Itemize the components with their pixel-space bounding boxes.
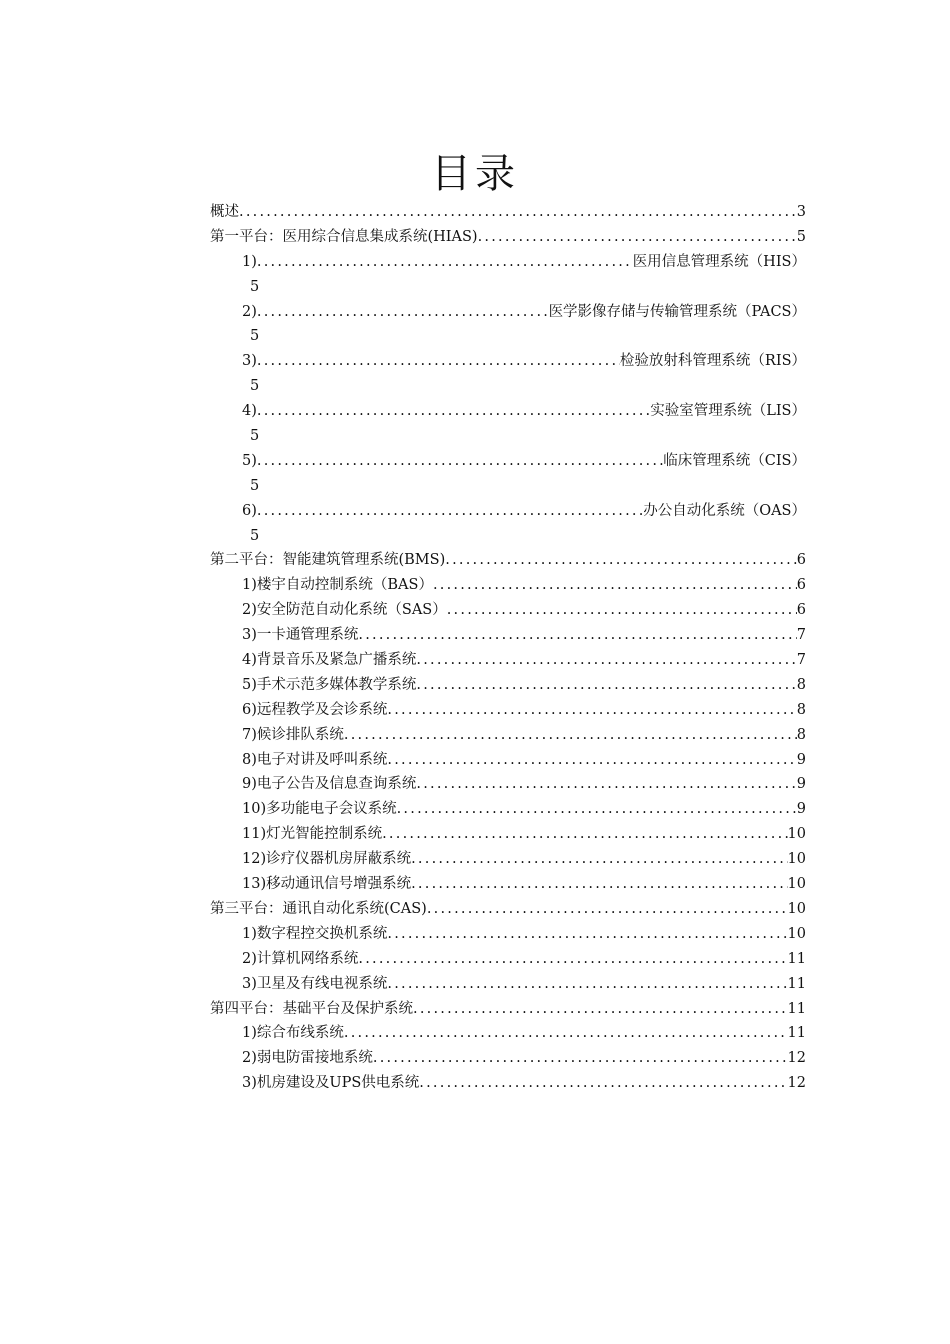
toc-entry[interactable] [210,548,806,573]
toc-entry-label: 第一平台：医用综合信息集成系统(HIAS) [210,228,478,245]
toc-page-number: 6 [796,577,806,594]
toc-leader-dots [257,300,549,325]
toc-leader-dots [445,548,797,573]
toc-entry-line [242,250,806,275]
toc-leader-dots [257,250,633,275]
toc-entry[interactable] [210,748,806,773]
toc-entry-label: 实验室管理系统（LIS） [650,403,806,420]
toc-entry[interactable] [210,772,806,797]
toc-page-number: 7 [796,652,806,669]
toc-page-number: 5 [250,278,260,295]
toc-entry-line [242,499,806,524]
toc-entry[interactable] [210,723,806,748]
toc-entry-label: 医学影像存储与传输管理系统（PACS） [548,303,806,320]
toc-entry-label: 3)机房建设及UPS供电系统 [242,1075,420,1092]
toc-entry-label: 办公自动化系统（OAS） [643,502,806,519]
toc-entry[interactable] [210,225,806,250]
toc-page-number: 10 [787,851,806,868]
toc-entry-label: 1)数字程控交换机系统 [242,925,388,942]
toc-entry-label: 4)背景音乐及紧急广播系统 [242,652,417,669]
toc-page-number: 12 [787,1075,806,1092]
toc-entry-label: 3)卫星及有线电视系统 [242,975,388,992]
toc-page-number: 9 [796,776,806,793]
toc-entry-number: 1) [242,253,257,270]
toc-leader-dots [416,673,796,698]
toc-page-number: 11 [787,1000,806,1017]
toc-leader-dots [373,1046,788,1071]
toc-page-number: 6 [796,552,806,569]
toc-entry-number: 4) [242,403,257,420]
toc-leader-dots [239,200,797,225]
toc-entry[interactable] [210,822,806,847]
toc-page-number: 6 [796,602,806,619]
toc-entry-label: 第二平台：智能建筑管理系统(BMS) [210,552,446,569]
toc-page-number: 8 [796,701,806,718]
toc-leader-dots [257,399,650,424]
toc-entry-label: 1)综合布线系统 [242,1025,344,1042]
toc-entry-label: 7)候诊排队系统 [242,726,344,743]
toc-entry[interactable] [210,1021,806,1046]
toc-entry-label: 9)电子公告及信息查询系统 [242,776,417,793]
toc-entry-label: 3)一卡通管理系统 [242,627,359,644]
toc-leader-dots [411,847,787,872]
toc-leader-dots [411,872,787,897]
toc-page-number: 12 [787,1050,806,1067]
toc-leader-dots [478,225,797,250]
toc-leader-dots [257,349,620,374]
toc-leader-dots [257,499,643,524]
toc-leader-dots [358,623,796,648]
toc-entry[interactable] [210,947,806,972]
toc-leader-dots [257,449,663,474]
toc-entry[interactable] [210,349,806,399]
toc-entry[interactable] [210,300,806,350]
toc-page-number: 9 [796,801,806,818]
toc-leader-dots [358,947,787,972]
toc-leader-dots [427,897,788,922]
toc-leader-dots [344,723,797,748]
toc-entry-label: 第四平台：基础平台及保护系统 [210,1000,413,1017]
toc-entry[interactable] [210,623,806,648]
toc-entry-line [242,399,806,424]
toc-leader-dots [344,1021,788,1046]
toc-leader-dots [416,648,796,673]
toc-entry-label: 6)远程教学及会诊系统 [242,701,388,718]
toc-entry-number: 6) [242,502,257,519]
toc-entry-label: 概述 [210,204,239,220]
toc-entry[interactable] [210,698,806,723]
toc-entry[interactable] [210,673,806,698]
toc-entry[interactable] [210,499,806,549]
toc-leader-dots [387,698,796,723]
toc-entry[interactable] [210,922,806,947]
toc-entry[interactable] [210,972,806,997]
toc-entry-label: 13)移动通讯信号增强系统 [242,876,412,893]
toc-page-number: 3 [796,204,806,220]
toc-entry[interactable] [210,200,806,225]
toc-entry[interactable] [210,399,806,449]
toc-leader-dots [397,797,797,822]
toc-entry-label: 12)诊疗仪器机房屏蔽系统 [242,851,412,868]
toc-entry[interactable] [210,598,806,623]
toc-leader-dots [382,822,787,847]
toc-leader-dots [387,748,796,773]
toc-page-number: 5 [250,477,260,494]
toc-entry-number: 3) [242,353,257,370]
toc-entry[interactable] [210,797,806,822]
toc-entry-line [242,449,806,474]
table-of-contents [210,200,806,1096]
toc-entry[interactable] [210,872,806,897]
toc-entry-label: 10)多功能电子会议系统 [242,801,397,818]
toc-entry[interactable] [210,847,806,872]
toc-page-number: 5 [796,228,806,245]
toc-entry-label: 2)安全防范自动化系统（SAS） [242,602,447,619]
toc-page-number: 5 [250,378,260,395]
toc-page-number: 10 [787,876,806,893]
toc-entry[interactable] [210,1046,806,1071]
toc-leader-dots [447,598,797,623]
toc-page-number: 7 [796,627,806,644]
toc-leader-dots [433,573,797,598]
toc-leader-dots [387,972,787,997]
toc-page-number: 5 [250,328,260,345]
toc-page-number: 10 [787,826,806,843]
toc-entry-label: 11)灯光智能控制系统 [242,826,383,843]
toc-entry[interactable] [210,250,806,300]
toc-entry[interactable] [210,997,806,1022]
toc-leader-dots [416,772,796,797]
toc-entry-line [242,300,806,325]
toc-page-number: 11 [787,975,806,992]
toc-entry-label: 8)电子对讲及呼叫系统 [242,751,388,768]
toc-entry-line [242,349,806,374]
toc-page-number: 5 [250,428,260,445]
toc-leader-dots [419,1071,787,1096]
toc-entry-label: 5)手术示范多媒体教学系统 [242,676,417,693]
toc-entry[interactable] [210,897,806,922]
toc-entry-label: 第三平台：通讯自动化系统(CAS) [210,900,427,917]
toc-page-number: 9 [796,751,806,768]
toc-entry-label: 2)计算机网络系统 [242,950,359,967]
toc-page-number: 10 [787,900,806,917]
toc-page-number: 10 [787,925,806,942]
toc-entry[interactable] [210,449,806,499]
toc-entry-number: 2) [242,303,257,320]
toc-entry-label: 临床管理系统（CIS） [663,452,806,469]
toc-page-number: 8 [796,676,806,693]
toc-entry[interactable] [210,573,806,598]
toc-leader-dots [387,922,787,947]
toc-entry-label: 2)弱电防雷接地系统 [242,1050,373,1067]
toc-entry[interactable] [210,1071,806,1096]
toc-page-number: 11 [787,1025,806,1042]
toc-entry-label: 检验放射科管理系统（RIS） [619,353,806,370]
toc-entry-number: 5) [242,452,257,469]
toc-entry[interactable] [210,648,806,673]
toc-entry-label: 医用信息管理系统（HIS） [632,253,806,270]
page-title: 目录 [431,151,519,197]
toc-entry-label: 1)楼宇自动控制系统（BAS） [242,577,433,594]
toc-leader-dots [413,997,788,1022]
toc-page-number: 5 [250,527,260,544]
toc-page-number: 8 [796,726,806,743]
toc-page-number: 11 [787,950,806,967]
